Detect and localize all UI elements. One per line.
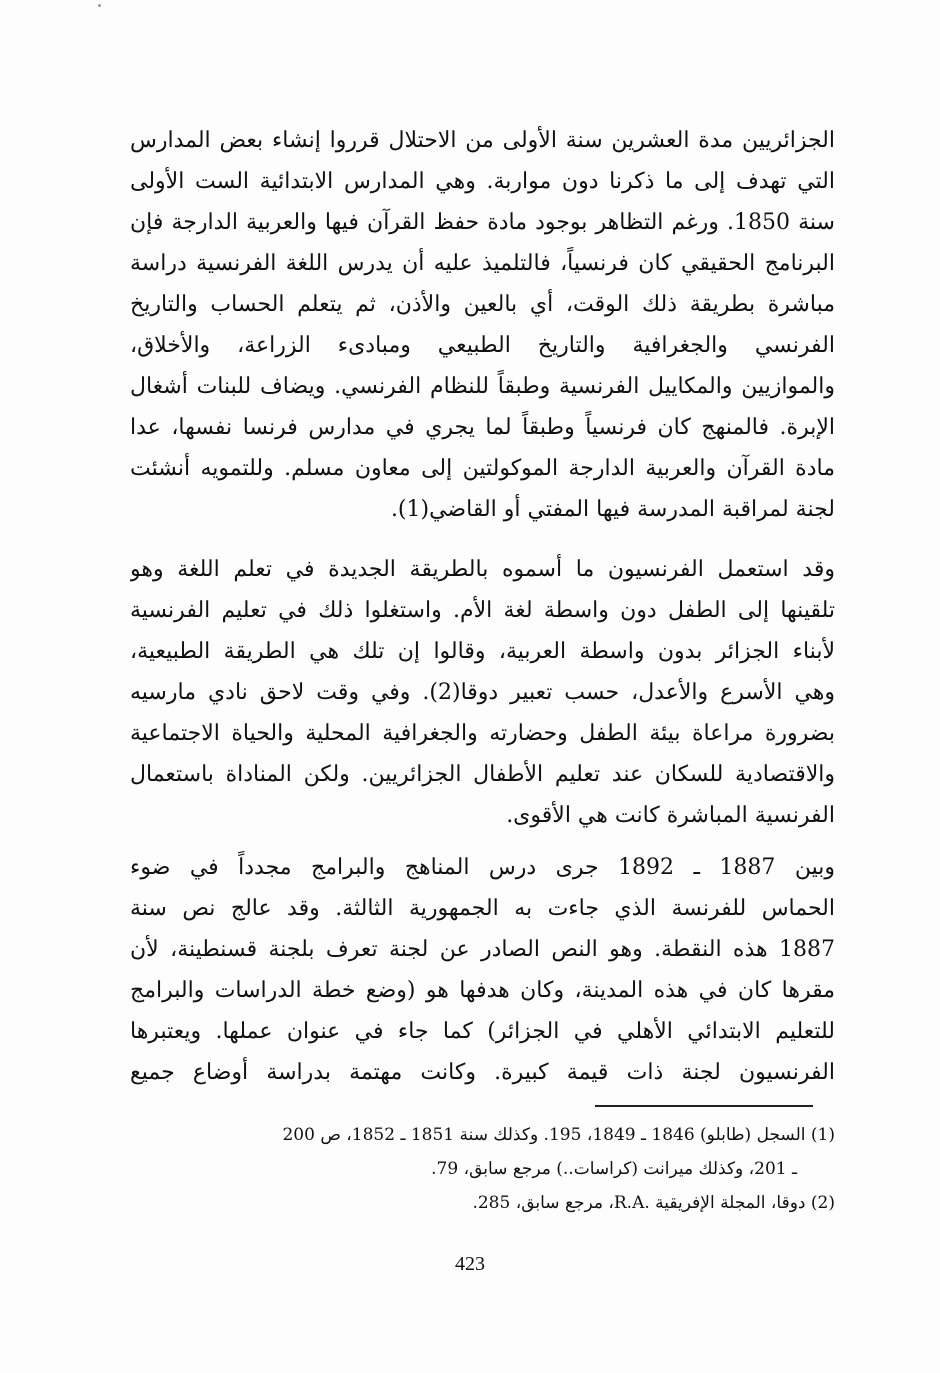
text-line: لأبناء الجزائر بدون واسطة العربية، وقالوا إن تلك هي الطريقة الطبيعية، bbox=[130, 639, 835, 664]
text-line: مادة القرآن والعربية الدارجة الموكولتين إلى معاون مسلم. وللتمويه أنشئت bbox=[130, 456, 835, 481]
text-line: والاقتصادية للسكان عند تعليم الأطفال الجزائريين. ولكن المناداة باستعمال bbox=[130, 762, 835, 787]
text-line: الفرنسيون لجنة ذات قيمة كبيرة. وكانت مهتمة بدراسة أوضاع جميع bbox=[130, 1060, 835, 1085]
text-line: مقرها كان في هذه المدينة، وكان هدفها هو (وضع خطة الدراسات والبرامج bbox=[130, 978, 835, 1003]
text-line: البرنامج الحقيقي كان فرنسياً، فالتلميذ عليه أن يدرس اللغة الفرنسية دراسة bbox=[130, 251, 835, 276]
text-line: للتعليم الابتدائي الأهلي في الجزائر) كما جاء في عنوان عملها. ويعتبرها bbox=[130, 1019, 835, 1044]
footnotes bbox=[130, 1118, 835, 1220]
text-line: الحماس للفرنسة الذي جاءت به الجمهورية الثالثة. وقد عالج نص سنة bbox=[130, 896, 835, 921]
text-line: الفرنسي والجغرافية والتاريخ الطبيعي ومبادىء الزراعة، والأخلاق، bbox=[130, 333, 835, 358]
paragraph-2 bbox=[130, 549, 835, 836]
text-line: سنة 1850. ورغم التظاهر بوجود مادة حفظ القرآن فيها والعربية الدارجة فإن bbox=[130, 210, 835, 235]
text-line: وبين 1887 ـ 1892 جرى درس المناهج والبرامج مجدداً في ضوء bbox=[130, 855, 835, 880]
text-line: وقد استعمل الفرنسيون ما أسموه بالطريقة الجديدة في تعلم اللغة وهو bbox=[130, 557, 835, 582]
scan-speck bbox=[98, 4, 101, 7]
text-line: الإبرة. فالمنهج كان فرنسياً وطبقاً لما يجري في مدارس فرنسا نفسها، عدا bbox=[130, 415, 835, 440]
text-line: 1887 هذه النقطة. وهو النص الصادر عن لجنة تعرف بلجنة قسنطينة، لأن bbox=[130, 937, 835, 962]
paragraph-3 bbox=[130, 847, 835, 1093]
text-line: تلقينها إلى الطفل دون واسطة لغة الأم. واستغلوا ذلك في تعليم الفرنسية bbox=[130, 598, 835, 623]
footnote-1-continuation: ـ 201، وكذلك ميرانت (كراسات..) مرجع سابق، 79. bbox=[431, 1159, 797, 1179]
text-line: الفرنسية المباشرة كانت هي الأقوى. bbox=[506, 803, 835, 828]
footnote-2: (2) دوقا، المجلة الإفريقية .R.A، مرجع سابق، 285. bbox=[472, 1193, 835, 1213]
text-line: التي تهدف إلى ما ذكرنا دون مواربة. وهي المدارس الابتدائية الست الأولى bbox=[130, 169, 835, 194]
footnote-1: (1) السجل (طابلو) 1846 ـ 1849، 195. وكذلك سنة 1851 ـ 1852، ص 200 bbox=[282, 1125, 835, 1145]
text-line: مباشرة بطريقة ذلك الوقت، أي بالعين والأذن، ثم يتعلم الحساب والتاريخ bbox=[130, 292, 835, 317]
footnote-divider bbox=[595, 1105, 813, 1107]
text-line: الجزائريين مدة العشرين سنة الأولى من الاحتلال قرروا إنشاء بعض المدارس bbox=[130, 128, 835, 153]
paragraph-1 bbox=[130, 120, 835, 530]
text-line: والموازيين والمكاييل الفرنسية وطبقاً للنظام الفرنسي. ويضاف للبنات أشغال bbox=[130, 374, 835, 399]
page-number: 423 bbox=[455, 1253, 485, 1275]
text-line: لجنة لمراقبة المدرسة فيها المفتي أو القاضي(1). bbox=[390, 497, 835, 522]
text-line: بضرورة مراعاة بيئة الطفل وحضارته والجغرافية المحلية والحياة الاجتماعية bbox=[130, 721, 835, 746]
text-line: وهي الأسرع والأعدل، حسب تعبير دوقا(2). وفي وقت لاحق نادي مارسيه bbox=[130, 680, 835, 705]
